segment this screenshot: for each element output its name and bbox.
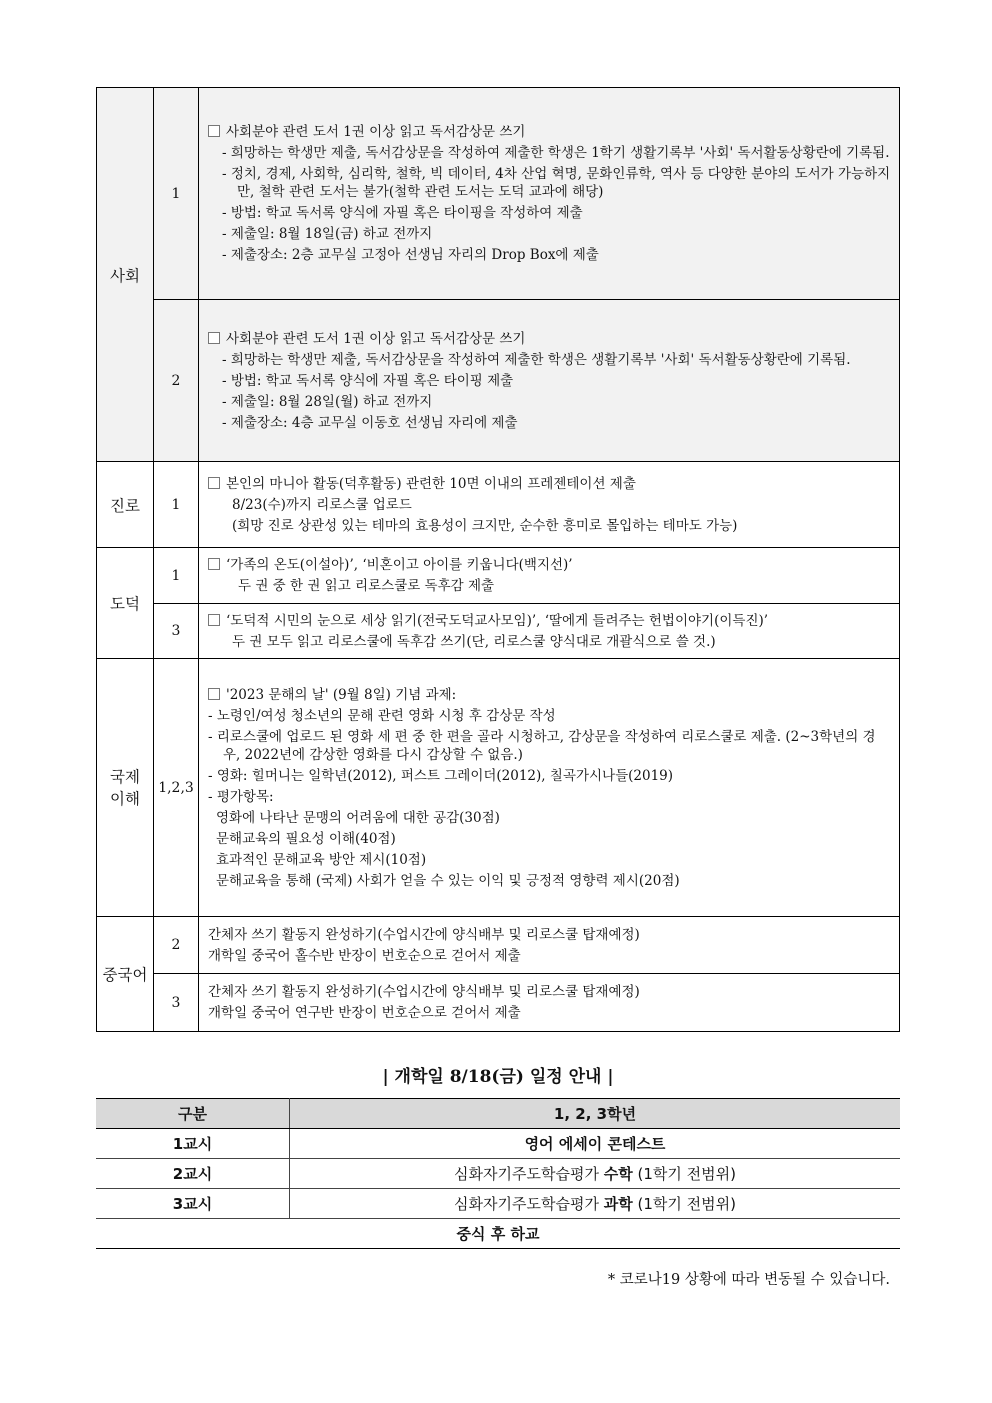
- period-3-label: 3교시: [96, 1189, 290, 1219]
- subject-chinese: 중국어: [97, 917, 154, 1032]
- grade-ethics-1: 1: [154, 548, 199, 604]
- period-3-subject: 과학: [603, 1195, 633, 1213]
- footnote: * 코로나19 상황에 따라 변동될 수 있습니다.: [607, 1272, 890, 1288]
- schedule-header-category: 구분: [96, 1099, 290, 1129]
- social2-title: 사회분야 관련 도서 1권 이상 읽고 독서감상문 쓰기: [226, 330, 526, 347]
- intl-line1: - 노령인/여성 청소년의 문해 관련 영화 시청 후 감상문 작성: [208, 707, 556, 724]
- content-career: [199, 462, 900, 548]
- period-1-value: 영어 에세이 콘테스트: [290, 1129, 901, 1159]
- checkbox-icon: [208, 614, 220, 626]
- page: [96, 87, 900, 1288]
- period-3-exam: 심화자기주도학습평가: [454, 1195, 599, 1213]
- social1-line4: - 제출일: 8월 18일(금) 하교 전까지: [222, 226, 433, 242]
- schedule-header-grades: 1, 2, 3학년: [290, 1099, 901, 1129]
- period-1-label: 1교시: [96, 1129, 290, 1159]
- period-2-exam: 심화자기주도학습평가: [454, 1165, 599, 1183]
- intl-eval3: 효과적인 문해교육 방안 제시(10점): [216, 851, 427, 868]
- schedule-dismissal: 중식 후 하교: [96, 1219, 900, 1249]
- period-2-subject: 수학: [603, 1165, 633, 1183]
- period-2-value: [290, 1159, 901, 1189]
- ethics3-line1: 두 권 모두 읽고 리로스쿨에 독후감 쓰기(단, 리로스쿨 양식대로 개괄식으로 쓸 것.): [232, 633, 716, 650]
- social1-line2: - 정치, 경제, 사회학, 심리학, 철학, 빅 데이터, 4차 산업 혁명, 문화인류학, 역사 등 다양한 분야의 도서가 가능하지만, 철학 관련 도서는 불가(철학 관련 도서는 도덕 교과에 해당): [222, 166, 891, 200]
- social2-line3: - 제출일: 8월 28일(월) 하교 전까지: [222, 393, 433, 410]
- international-label: 국제 이해: [110, 767, 140, 808]
- subject-social: 사회: [97, 88, 154, 462]
- intl-line4: - 평가항목:: [208, 788, 274, 805]
- content-ethics-3: [199, 604, 900, 659]
- content-international: [199, 659, 900, 917]
- schedule-table: [96, 1098, 900, 1249]
- period-2-label: 2교시: [96, 1159, 290, 1189]
- checkbox-icon: [208, 688, 220, 700]
- chinese3-line2: 개학일 중국어 연구반 반장이 번호순으로 걷어서 제출: [208, 1005, 521, 1021]
- content-chinese-3: [199, 974, 900, 1032]
- content-chinese-2: [199, 917, 900, 974]
- career-line1: 8/23(수)까지 리로스쿨 업로드: [232, 496, 412, 513]
- ethics1-title: ‘가족의 온도(이설아)’, ‘비혼이고 아이를 키웁니다(백지선)’: [226, 557, 573, 573]
- checkbox-icon: [208, 125, 220, 137]
- subject-international: [97, 659, 154, 917]
- chinese2-line2: 개학일 중국어 홀수반 반장이 번호순으로 걷어서 제출: [208, 947, 521, 964]
- schedule-title: | 개학일 8/18(금) 일정 안내 |: [382, 1067, 614, 1087]
- career-line2: (희망 진로 상관성 있는 테마의 효용성이 크지만, 순수한 흥미로 몰입하는 테마도 가능): [232, 517, 738, 534]
- intl-line2: - 리로스쿨에 업로드 된 영화 세 편 중 한 편을 골라 시청하고, 감상문을 작성하여 리로스쿨로 제출. (2~3학년의 경우, 2022년에 감상한 영화를 다시 감상할 수 없음.): [208, 728, 876, 763]
- subject-career: 진로: [97, 462, 154, 548]
- intl-eval2: 문해교육의 필요성 이해(40점): [216, 830, 396, 847]
- content-social-2: [199, 300, 900, 462]
- assignment-table: [96, 87, 900, 1032]
- social2-line4: - 제출장소: 4층 교무실 이동호 선생님 자리에 제출: [222, 414, 518, 431]
- ethics1-line1: 두 권 중 한 권 읽고 리로스쿨로 독후감 제출: [238, 578, 495, 594]
- social1-title: 사회분야 관련 도서 1권 이상 읽고 독서감상문 쓰기: [226, 124, 526, 140]
- grade-career: 1: [154, 462, 199, 548]
- chinese2-line1: 간체자 쓰기 활동지 완성하기(수업시간에 양식배부 및 리로스쿨 탑재예정): [208, 926, 640, 943]
- chinese3-line1: 간체자 쓰기 활동지 완성하기(수업시간에 양식배부 및 리로스쿨 탑재예정): [208, 984, 640, 1000]
- social2-line2: - 방법: 학교 독서록 양식에 자필 혹은 타이핑 제출: [222, 372, 514, 389]
- subject-ethics: 도덕: [97, 548, 154, 659]
- social1-line5: - 제출장소: 2층 교무실 고정아 선생님 자리의 Drop Box에 제출: [222, 247, 599, 263]
- checkbox-icon: [208, 558, 220, 570]
- social1-line3: - 방법: 학교 독서록 양식에 자필 혹은 타이핑을 작성하여 제출: [222, 205, 583, 221]
- grade-ethics-3: 3: [154, 604, 199, 659]
- period-3-value: [290, 1189, 901, 1219]
- ethics3-title: ‘도덕적 시민의 눈으로 세상 읽기(전국도덕교사모임)’, ‘딸에게 들려주는 헌법이야기(이득진)’: [226, 612, 769, 629]
- intl-eval1: 영화에 나타난 문맹의 어려움에 대한 공감(30점): [216, 809, 500, 826]
- grade-international: 1,2,3: [154, 659, 199, 917]
- period-2-range: (1학기 전범위): [637, 1165, 736, 1183]
- social2-line1: - 희망하는 학생만 제출, 독서감상문을 작성하여 제출한 학생은 생활기록부 '사회' 독서활동상황란에 기록됨.: [222, 351, 851, 368]
- intl-title: '2023 문해의 날' (9월 8일) 기념 과제:: [226, 686, 457, 703]
- period-3-range: (1학기 전범위): [637, 1195, 736, 1213]
- social1-line1: - 희망하는 학생만 제출, 독서감상문을 작성하여 제출한 학생은 1학기 생활기록부 '사회' 독서활동상황란에 기록됨.: [222, 145, 890, 161]
- intl-eval4: 문해교육을 통해 (국제) 사회가 얻을 수 있는 이익 및 긍정적 영향력 제시(20점): [216, 872, 680, 889]
- content-ethics-1: [199, 548, 900, 604]
- intl-line3: - 영화: 힐머니는 일학년(2012), 퍼스트 그레이더(2012), 칠곡가시나들(2019): [208, 767, 674, 784]
- grade-social-1: 1: [154, 88, 199, 300]
- content-social-1: [199, 88, 900, 300]
- grade-chinese-2: 2: [154, 917, 199, 974]
- checkbox-icon: [208, 332, 220, 344]
- grade-social-2: 2: [154, 300, 199, 462]
- career-title: 본인의 마니아 활동(덕후활동) 관련한 10면 이내의 프레젠테이션 제출: [226, 475, 636, 492]
- grade-chinese-3: 3: [154, 974, 199, 1032]
- checkbox-icon: [208, 477, 220, 489]
